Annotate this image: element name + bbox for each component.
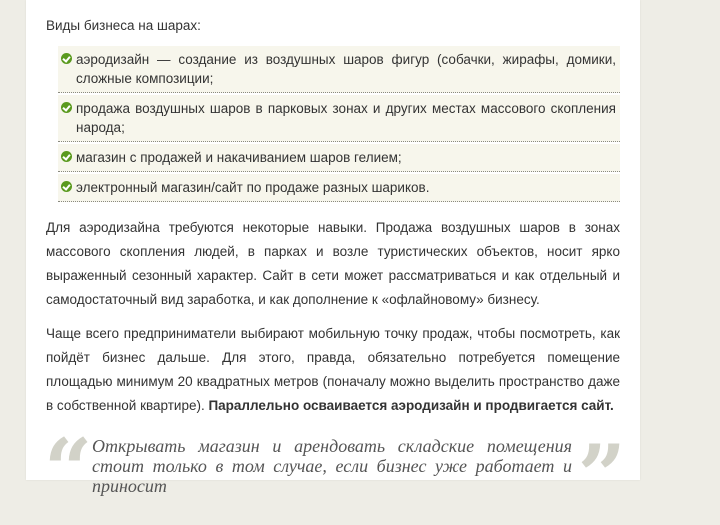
close-quote-icon: ” xyxy=(577,426,626,525)
list-item xyxy=(58,95,620,142)
list-item-text: продажа воздушных шаров в парковых зонах и других местах массового скопления народа; xyxy=(76,101,616,135)
check-circle-icon xyxy=(61,151,72,162)
paragraph-aerodesign: Для аэродизайна требуются некоторые навыки. Продажа воздушных шаров в зонах массового скопления людей, в парках и возле туристических объектов, носит ярко выраженный сезонный характер. Сайт в сети может рассматриваться и как отдельный и самодостаточный вид заработка, и как дополнение к «офлайновому» бизнесу. xyxy=(46,220,620,307)
open-quote-icon: “ xyxy=(44,420,93,519)
paragraph-bold-text: Параллельно осваивается аэродизайн и продвигается сайт. xyxy=(208,398,614,413)
blockquote xyxy=(44,420,626,525)
list-item xyxy=(58,174,620,202)
list-item-text: магазин с продажей и накачиванием шаров гелием; xyxy=(76,150,402,165)
quote-text: Открывать магазин и арендовать складские помещения стоит только в том случае, если бизнес уже работает и приносит xyxy=(92,436,572,496)
list-item-text: электронный магазин/сайт по продаже разных шариков. xyxy=(76,180,430,195)
list-item xyxy=(58,144,620,172)
check-circle-icon xyxy=(61,102,72,113)
list-intro: Виды бизнеса на шарах: xyxy=(46,18,201,33)
check-circle-icon xyxy=(61,181,72,192)
list-item-text: аэродизайн — создание из воздушных шаров фигур (собачки, жирафы, домики, сложные композиции; xyxy=(76,52,616,86)
paragraph-text: Чаще всего предприниматели выбирают мобильную точку продаж, чтобы посмотреть, как пойдёт бизнес дальше. Для этого, правда, обязательно потребуется помещение площадью минимум 20 квадратных метров (поначалу можно выделить пространство даже в собственной квартире). xyxy=(46,326,620,413)
article-content xyxy=(44,17,626,525)
check-circle-icon xyxy=(61,53,72,64)
paragraph-mobile-point xyxy=(46,322,620,418)
list-item xyxy=(58,46,620,93)
business-types-list xyxy=(58,46,620,202)
article-page xyxy=(26,0,640,525)
